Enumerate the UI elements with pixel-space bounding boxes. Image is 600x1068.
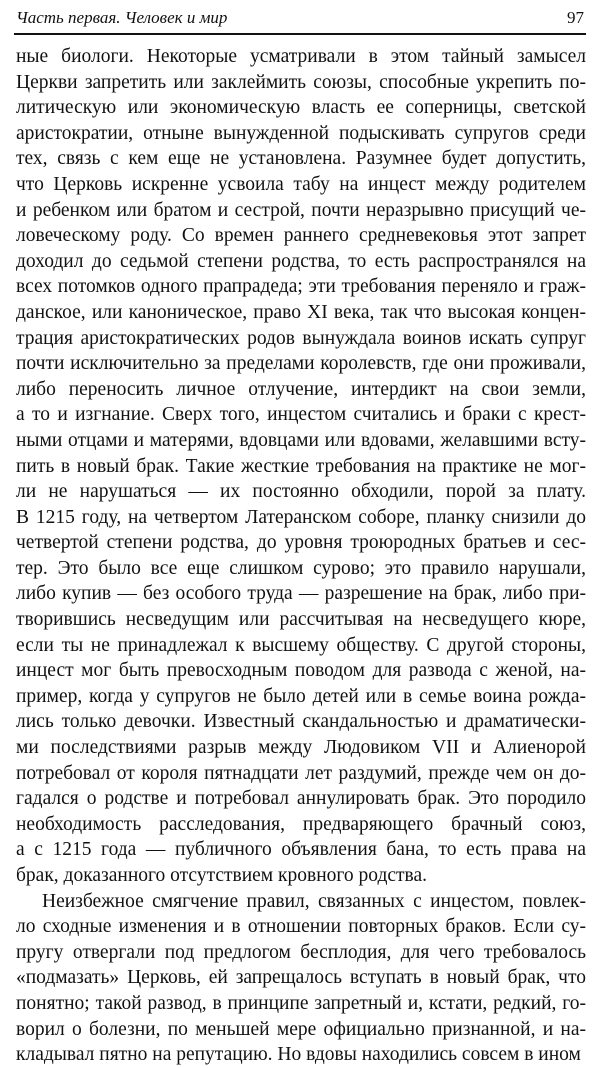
text-line: кладывал пятно на репутацию. Но вдовы находились совсем в ином <box>16 1044 581 1066</box>
text-line: лись только девочки. Известный скандальностью и драматически- <box>16 711 586 733</box>
paragraph-2 <box>16 889 586 1068</box>
text-line: ло сходные изменения и в отношении повторных браков. Если су- <box>16 916 586 938</box>
text-line: ловеческому роду. Со времен раннего средневековья этот запрет <box>16 225 586 247</box>
text-line: творившись несведущим или рассчитывая на несведущего кюре, <box>16 609 586 631</box>
text-line: ми последствиями разрыв между Людовиком VII и Алиенорой <box>16 737 586 759</box>
text-line: пить в новый брак. Такие жесткие требования на практике не мог- <box>16 455 586 477</box>
text-line: необходимость расследования, предваряющего брачный союз, <box>16 813 586 835</box>
text-line: данское, или каноническое, право XI века, так что высокая концен- <box>16 301 586 323</box>
text-line: а то и изгнание. Сверх того, инцестом считались и браки с крест- <box>16 404 586 426</box>
text-line: тех, связь с кем еще не установлена. Разумнее будет допустить, <box>16 148 586 170</box>
text-line: что Церковь искренне усвоила табу на инцест между родителем <box>16 173 586 195</box>
text-line: всех потомков одного прапрадеда; эти требования переняло и граж- <box>16 276 586 298</box>
text-line: тер. Это было все еще слишком сурово; это правило нарушали, <box>16 557 586 579</box>
running-title: Часть первая. Человек и мир <box>16 8 228 27</box>
body-text <box>16 44 586 1068</box>
text-line: ные биологи. Некоторые усматривали в этом тайный замысел <box>16 46 586 67</box>
text-line: В 1215 году, на четвертом Латеранском соборе, планку снизили до <box>16 506 586 528</box>
text-line: ными отцами и матерями, вдовцами или вдовами, желавшими всту- <box>16 429 586 451</box>
text-line: Церкви запретить или заклеймить союзы, способные укрепить по- <box>16 71 586 93</box>
text-line: почти исключительно за пределами королевств, где они проживали, <box>16 353 586 375</box>
text-line: если ты не принадлежал к высшему обществу. С другой стороны, <box>16 634 586 656</box>
text-line: «подмазать» Церковь, ей запрещалось вступать в новый брак, что <box>16 967 586 989</box>
text-line: доходил до седьмой степени родства, то есть распространялся на <box>16 250 586 272</box>
text-line: ворил о болезни, по меньшей мере официально признанной, и на- <box>16 1018 586 1040</box>
text-line: либо купив — без особого труда — разрешение на брак, либо при- <box>16 583 586 605</box>
page-number: 97 <box>567 8 584 27</box>
text-line: ли не нарушаться — их постоянно обходили, порой за плату. <box>16 481 586 503</box>
text-line: брак, доказанного отсутствием кровного родства. <box>16 865 428 886</box>
text-line: либо переносить личное отлучение, интердикт на свои земли, <box>16 378 586 400</box>
text-line: а с 1215 года — публичного объявления бана, то есть права на <box>16 839 586 861</box>
text-line: пример, когда у супругов не было детей или в семье воина рожда- <box>16 685 586 707</box>
text-line: понятно; такой развод, в принципе запретный и, кстати, редкий, го- <box>16 992 586 1014</box>
text-line: четвертой степени родства, до уровня троюродных братьев и сес- <box>16 532 586 554</box>
text-line: потребовал от короля пятнадцати лет раздумий, прежде чем он до- <box>16 762 586 784</box>
header-rule <box>14 33 586 35</box>
text-line: трация аристократических родов вынуждала воинов искать супруг <box>16 327 586 349</box>
text-line: пругу отвергали под предлогом бесплодия, для чего требовалось <box>16 941 586 963</box>
running-header <box>16 6 584 30</box>
text-line: литическую или экономическую власть ее соперницы, светской <box>16 97 586 119</box>
text-line: аристократии, отныне вынужденной подыскивать супругов среди <box>16 122 586 144</box>
text-line: Неизбежное смягчение правил, связанных с инцестом, повлек- <box>42 890 586 912</box>
text-line: и ребенком или братом и сестрой, почти неразрывно присущий че- <box>16 199 586 221</box>
text-line: гадался о родстве и потребовал аннулировать брак. Это породило <box>16 788 586 810</box>
text-line: инцест мог быть превосходным поводом для развода с женой, на- <box>16 660 586 682</box>
paragraph-1 <box>16 44 586 889</box>
